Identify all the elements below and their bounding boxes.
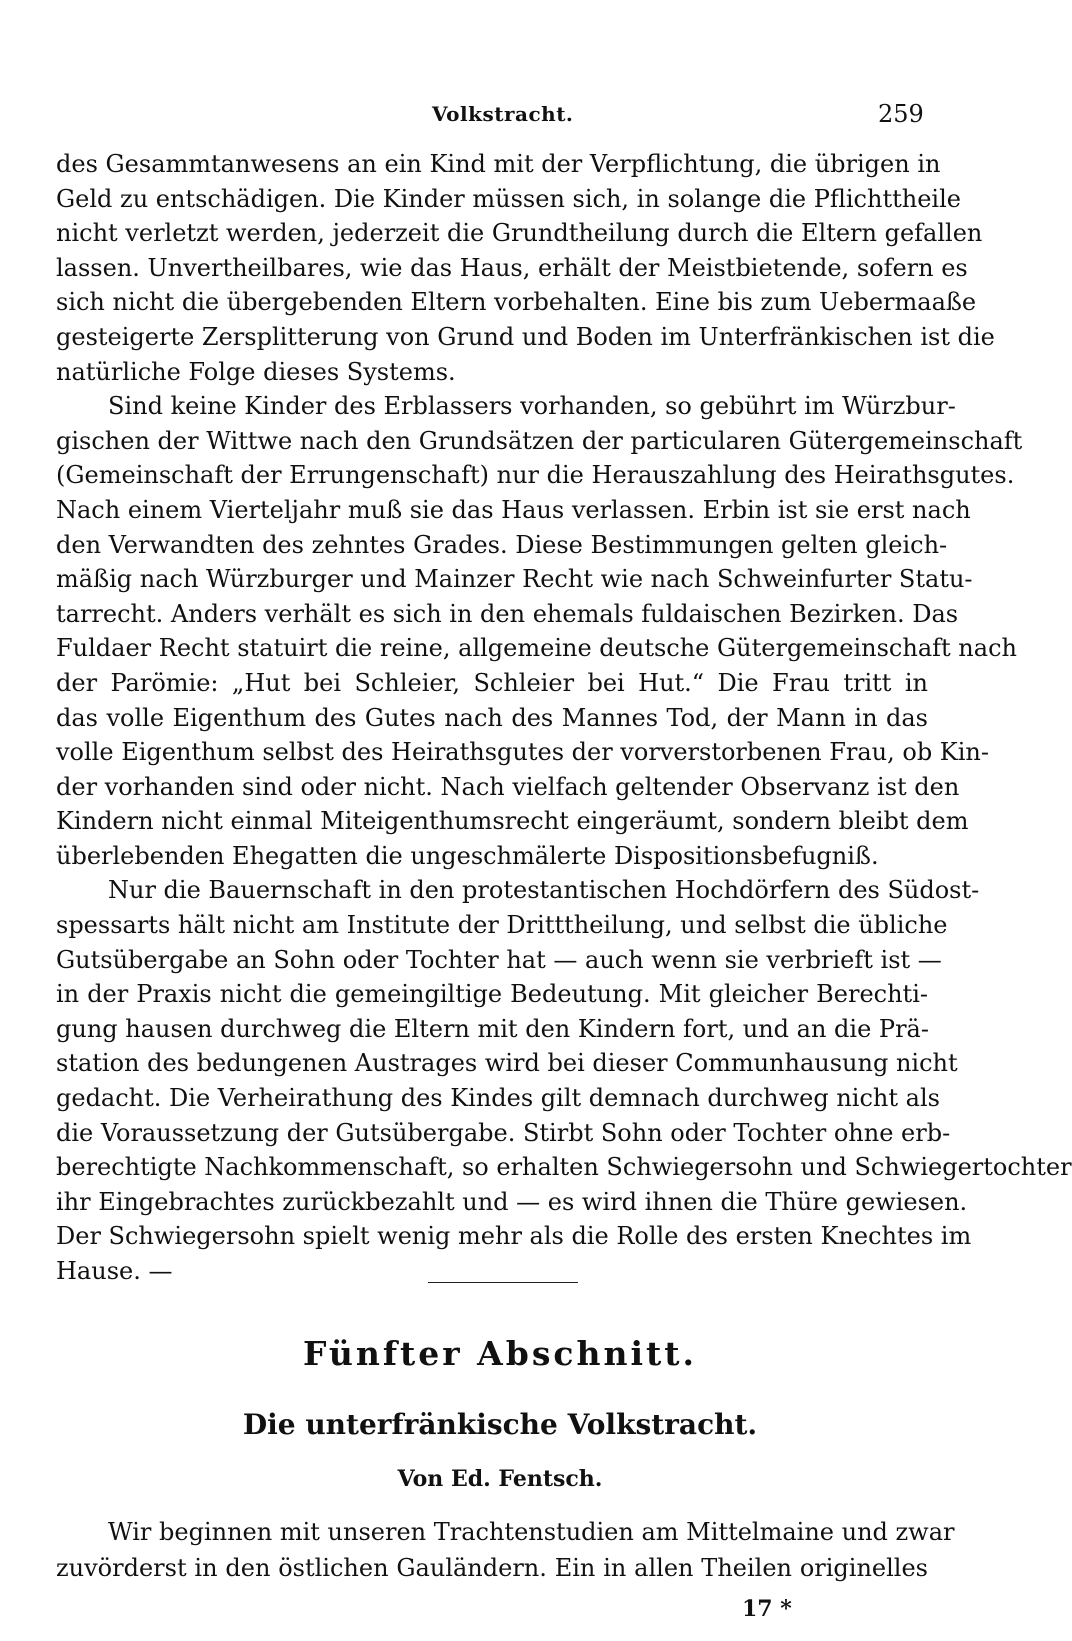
text-line: station des bedungenen Austrages wird bei dieser Communhausung nicht xyxy=(56,1049,958,1078)
text-line: nicht verletzt werden, jederzeit die Grundtheilung durch die Eltern gefallen xyxy=(56,219,983,248)
text-line: in der Praxis nicht die gemeingiltige Bedeutung. Mit gleicher Berechti- xyxy=(56,980,928,1009)
text-line: sich nicht die übergebenden Eltern vorbehalten. Eine bis zum Uebermaaße xyxy=(56,288,977,317)
text-line: (Gemeinschaft der Errungenschaft) nur die Herauszahlung des Heirathsgutes. xyxy=(56,461,1015,490)
text-line: gedacht. Die Verheirathung des Kindes gilt demnach durchweg nicht als xyxy=(56,1084,940,1113)
text-line: gung hausen durchweg die Eltern mit den Kindern fort, und an die Prä- xyxy=(56,1014,929,1043)
text-line: der vorhanden sind oder nicht. Nach vielfach geltender Observanz ist den xyxy=(56,772,960,801)
text-line: Gutsübergabe an Sohn oder Tochter hat — auch wenn sie verbrieft ist — xyxy=(56,945,942,974)
text-line: Wir beginnen mit unseren Trachtenstudien am Mittelmaine und zwar xyxy=(108,1518,955,1546)
text-line: Geld zu entschädigen. Die Kinder müssen sich, in solange die Pflichttheile xyxy=(56,184,961,213)
text-line: Der Schwiegersohn spielt wenig mehr als die Rolle des ersten Knechtes im xyxy=(56,1222,972,1251)
text-line: zuvörderst in den östlichen Gauländern. Ein in allen Theilen originelles xyxy=(56,1554,928,1582)
author-byline: Von Ed. Fentsch. xyxy=(397,1466,603,1492)
text-line: gesteigerte Zersplitterung von Grund und Boden im Unterfränkischen ist die xyxy=(56,322,995,351)
body-text xyxy=(56,147,1072,1289)
text-line: den Verwandten des zehntes Grades. Diese Bestimmungen gelten gleich- xyxy=(56,530,948,559)
section-divider xyxy=(428,1282,578,1283)
text-line: überlebenden Ehegatten die ungeschmälerte Dispositionsbefugniß. xyxy=(56,841,879,870)
text-line: ihr Eingebrachtes zurückbezahlt und — es wird ihnen die Thüre gewiesen. xyxy=(56,1187,968,1216)
printer-signature-mark: 17 * xyxy=(742,1596,792,1622)
text-line: das volle Eigenthum des Gutes nach des Mannes Tod, der Mann in das xyxy=(56,703,928,732)
text-line: mäßig nach Würzburger und Mainzer Recht wie nach Schweinfurter Statu- xyxy=(56,565,973,594)
text-line: natürliche Folge dieses Systems. xyxy=(56,357,456,386)
text-line: Nach einem Vierteljahr muß sie das Haus verlassen. Erbin ist sie erst nach xyxy=(56,495,971,524)
text-line: Kindern nicht einmal Miteigenthumsrecht eingeräumt, sondern bleibt dem xyxy=(56,807,969,836)
article-title: Die unterfränkische Volkstracht. xyxy=(242,1408,758,1441)
text-line: die Voraussetzung der Gutsübergabe. Stirbt Sohn oder Tochter ohne erb- xyxy=(56,1118,951,1147)
text-line: lassen. Unvertheilbares, wie das Haus, erhält der Meistbietende, sofern es xyxy=(56,253,968,282)
text-line: tarrecht. Anders verhält es sich in den ehemals fuldaischen Bezirken. Das xyxy=(56,599,959,628)
page-number: 259 xyxy=(878,100,924,128)
text-line: Nur die Bauernschaft in den protestantischen Hochdörfern des Südost- xyxy=(108,876,980,905)
text-line: Hause. — xyxy=(56,1257,173,1285)
text-line: gischen der Wittwe nach den Grundsätzen der particularen Gütergemeinschaft xyxy=(56,426,1023,455)
section-title: Fünfter Abschnitt. xyxy=(303,1334,697,1373)
text-line: Fuldaer Recht statuirt die reine, allgemeine deutsche Gütergemeinschaft nach xyxy=(56,634,1017,663)
running-head: Volkstracht. xyxy=(432,102,574,126)
text-line: spessarts hält nicht am Institute der Dritttheilung, und selbst die übliche xyxy=(56,911,948,940)
intro-text xyxy=(56,1514,955,1586)
text-line: der Parömie: „Hut bei Schleier, Schleier bei Hut.“ Die Frau tritt in xyxy=(56,668,928,697)
text-line: volle Eigenthum selbst des Heirathsgutes der vorverstorbenen Frau, ob Kin- xyxy=(56,738,989,767)
text-line: berechtigte Nachkommenschaft, so erhalten Schwiegersohn und Schwiegertochter xyxy=(56,1153,1072,1182)
text-line: des Gesammtanwesens an ein Kind mit der Verpflichtung, die übrigen in xyxy=(56,150,941,178)
text-line: Sind keine Kinder des Erblassers vorhanden, so gebührt im Würzbur- xyxy=(108,392,956,421)
